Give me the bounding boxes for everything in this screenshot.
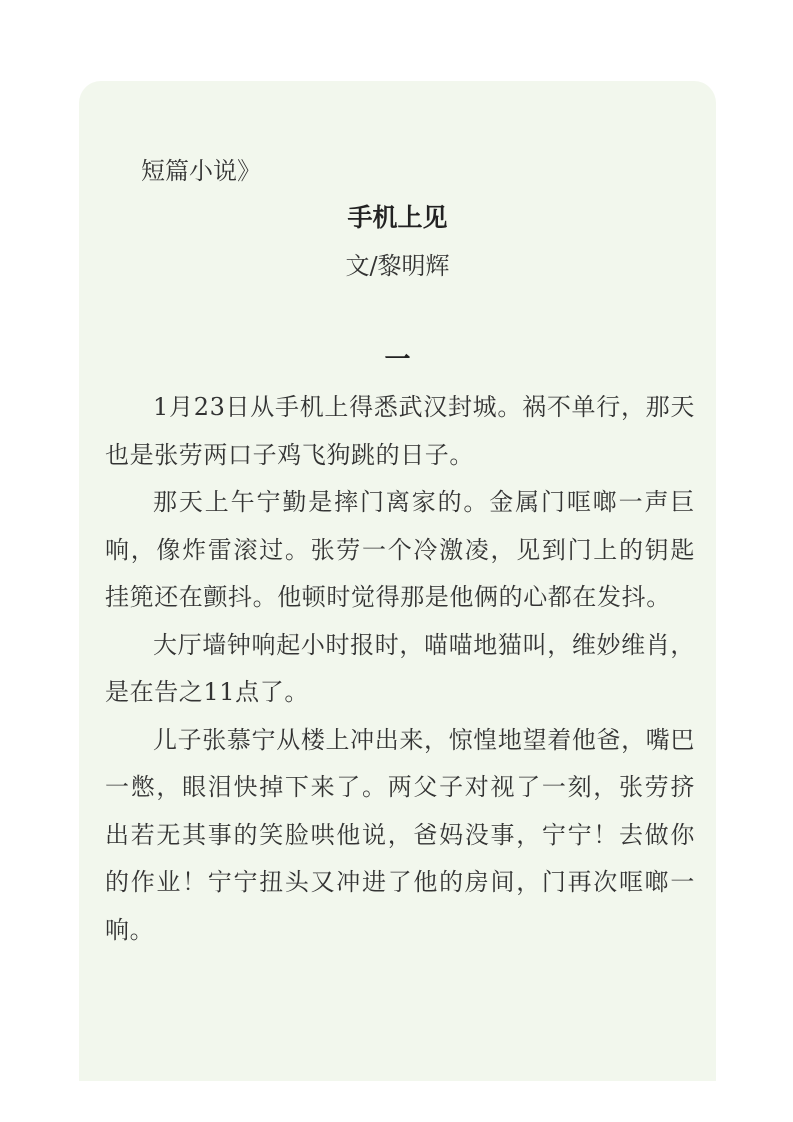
paragraph: 儿子张慕宁从楼上冲出来，惊惶地望着他爸，嘴巴一憋，眼泪快掉下来了。两父子对视了一刻，张劳挤出若无其事的笑脸哄他说，爸妈没事，宁宁！去做你的作业！宁宁扭头又冲进了他的房间，门再次哐啷一响。	[105, 725, 695, 944]
author-byline: 文/黎明辉	[345, 252, 450, 280]
paragraph: 大厅墙钟响起小时报时，喵喵地猫叫，维妙维肖，是在告之11点了。	[105, 630, 695, 706]
section-number: 一	[384, 345, 411, 375]
article-title: 手机上见	[347, 203, 448, 232]
paragraph: 那天上午宁勤是摔门离家的。金属门哐啷一声巨响，像炸雷滚过。张劳一个冷激凌，见到门上的钥匙挂篼还在颤抖。他顿时觉得那是他俩的心都在发抖。	[105, 488, 695, 611]
paragraph: 1月23日从手机上得悉武汉封城。祸不单行，那天也是张劳两口子鸡飞狗跳的日子。	[105, 393, 695, 469]
article-body	[105, 384, 695, 954]
article-card	[79, 81, 716, 1081]
category-label: 短篇小说》	[141, 157, 261, 185]
